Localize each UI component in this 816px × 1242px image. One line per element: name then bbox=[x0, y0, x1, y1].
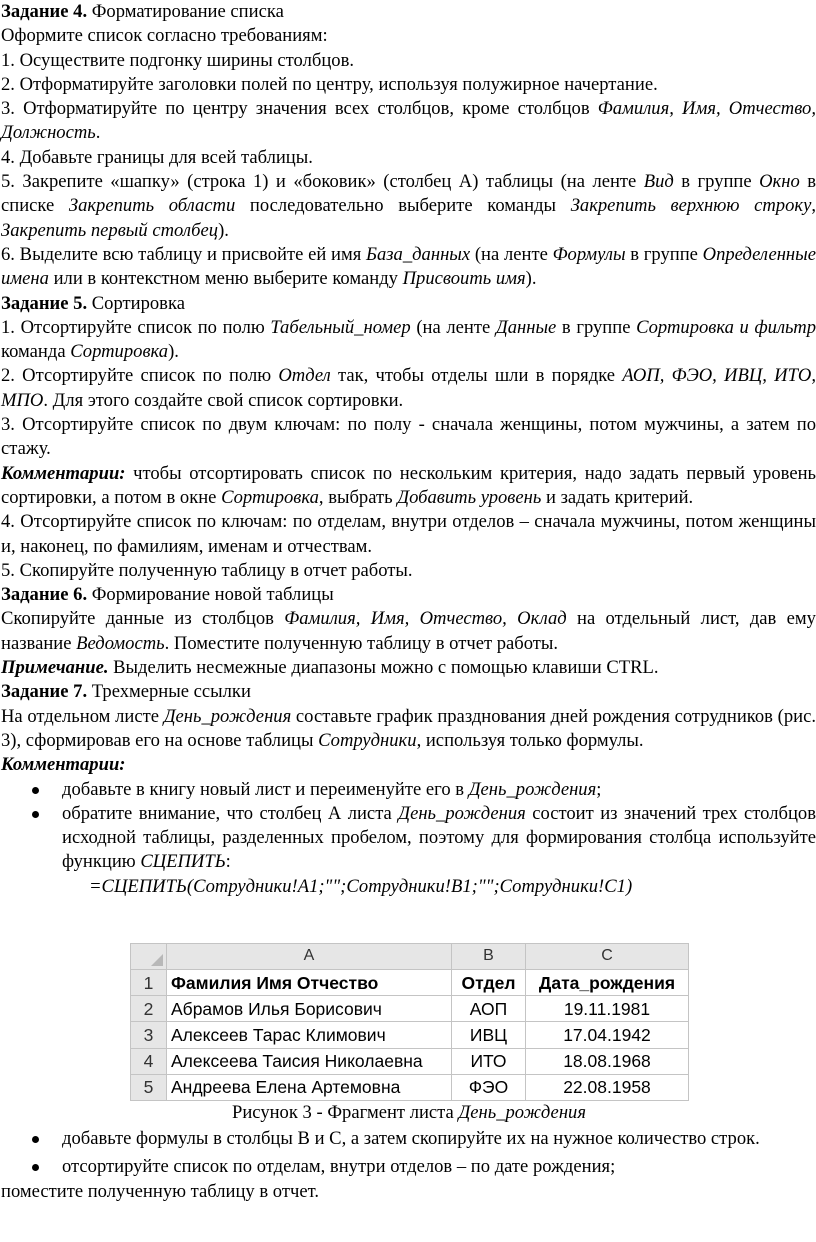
task7-subtitle: Трехмерные ссылки bbox=[87, 681, 251, 703]
task6-subtitle: Формирование новой таблицы bbox=[87, 584, 334, 606]
cell-b4[interactable]: ИТО bbox=[452, 1048, 526, 1074]
text-run: , выбрать bbox=[318, 486, 398, 508]
task7-bullet-1 bbox=[0, 778, 816, 802]
text-run: . bbox=[95, 122, 101, 144]
text-run: Формулы bbox=[552, 243, 626, 265]
task4-item-6 bbox=[0, 243, 816, 292]
task6-text bbox=[0, 607, 816, 656]
task7-bullet-3 bbox=[0, 1127, 816, 1151]
cell-b5[interactable]: ФЭО bbox=[452, 1074, 526, 1100]
note-label: Примечание. bbox=[1, 657, 109, 679]
task7-bullet-2 bbox=[0, 802, 816, 875]
task6-note bbox=[0, 656, 816, 680]
column-header-b[interactable]: B bbox=[452, 944, 526, 970]
text-run: ). bbox=[168, 341, 179, 363]
task5-item-1 bbox=[0, 316, 816, 365]
text-run: Ведомость bbox=[76, 632, 165, 654]
text-run: чтобы отсортировать список по нескольким критерия, надо задать первый уровень сортировки, а потом в окне bbox=[1, 462, 816, 508]
cell-a5[interactable]: Андреева Елена Артемовна bbox=[167, 1074, 452, 1100]
cell-c5[interactable]: 22.08.1958 bbox=[526, 1074, 689, 1100]
after-figure-block bbox=[0, 1127, 816, 1204]
task7-bullet-4 bbox=[0, 1155, 816, 1179]
text-run: последовательно выберите команды bbox=[235, 195, 571, 217]
task5-item-3: 3. Отсортируйте список по двум ключам: по полу - сначала женщины, потом мужчины, а затем по стажу. bbox=[1, 414, 816, 460]
text-run: Закрепить области bbox=[68, 195, 236, 217]
text-run: СЦЕПИТЬ bbox=[140, 851, 226, 873]
text-run: в группе bbox=[625, 243, 703, 265]
text-run: Вид bbox=[643, 171, 674, 193]
text-run: Отдел bbox=[278, 365, 331, 387]
text-run: состоит из значений трех столбцов исходной таблицы, разделенных пробелом, поэтому для формирования столбца используйте функцию bbox=[62, 802, 816, 873]
row-number[interactable]: 3 bbox=[131, 1022, 167, 1048]
table-row bbox=[131, 996, 689, 1022]
task4-item-1: 1. Осуществите подгонку ширины столбцов. bbox=[1, 49, 354, 71]
text-run: Рисунок 3 - Фрагмент листа bbox=[232, 1102, 459, 1123]
text-run: 3. Отформатируйте по центру значения всех столбцов, кроме столбцов bbox=[1, 98, 598, 120]
spreadsheet-fragment bbox=[130, 943, 689, 1101]
text-run: в списке bbox=[1, 171, 816, 217]
task4-item-3 bbox=[0, 97, 816, 146]
bullet-icon bbox=[32, 1164, 39, 1171]
cell-b1[interactable]: Отдел bbox=[452, 970, 526, 996]
bullet-icon bbox=[32, 811, 39, 818]
text-run: Закрепить верхнюю строку bbox=[570, 195, 812, 217]
text-run: Скопируйте данные из столбцов bbox=[1, 608, 285, 630]
table-row bbox=[131, 970, 689, 996]
text-run: Закрепить первый столбец bbox=[1, 219, 219, 241]
text-run: ). bbox=[525, 268, 537, 290]
column-header-row bbox=[131, 944, 689, 970]
text-run: 1. Отсортируйте список по полю bbox=[1, 316, 271, 338]
text-run: Определенные имена bbox=[1, 243, 816, 290]
text-run: отсортируйте список по отделам, внутри отделов – по дате рождения; bbox=[62, 1156, 616, 1178]
text-run: Фамилия, Имя, Отчество, Оклад bbox=[284, 608, 567, 630]
task4-item-4: 4. Добавьте границы для всей таблицы. bbox=[1, 146, 313, 168]
text-run: , используя только формулы. bbox=[416, 729, 644, 751]
text-run: . Для этого создайте свой список сортировки. bbox=[43, 389, 404, 411]
task4-intro: Оформите список согласно требованиям: bbox=[1, 25, 328, 47]
comment-label: Комментарии: bbox=[1, 754, 126, 776]
task5-comment bbox=[0, 462, 816, 511]
bullet-icon bbox=[32, 1136, 39, 1143]
table-row bbox=[131, 1022, 689, 1048]
cell-c1[interactable]: Дата_рождения bbox=[526, 970, 689, 996]
text-run: Добавить уровень bbox=[397, 486, 542, 508]
text-run: . Поместите полученную таблицу в отчет работы. bbox=[164, 632, 559, 654]
task4-title: Задание 4. bbox=[1, 1, 88, 22]
text-run: День_рождения bbox=[468, 778, 597, 800]
text-run: На отдельном листе bbox=[1, 705, 164, 727]
text-run: на отдельный лист, дав ему название bbox=[1, 608, 816, 654]
text-run: (на ленте bbox=[470, 243, 553, 265]
text-run: Сортировка bbox=[221, 486, 319, 508]
text-run: добавьте в книгу новый лист и переименуйте его в bbox=[62, 778, 469, 800]
task7-heading bbox=[0, 680, 816, 704]
task5-item-2 bbox=[0, 364, 816, 413]
text-run: Сотрудники bbox=[318, 729, 417, 751]
text-run: 5. Закрепите «шапку» (строка 1) и «боковик» (столбец А) таблицы (на ленте bbox=[1, 171, 644, 193]
text-run: добавьте формулы в столбцы B и C, а затем скопируйте их на нужное количество строк. bbox=[62, 1128, 760, 1149]
column-header-a[interactable]: A bbox=[167, 944, 452, 970]
text-run: Табельный_номер bbox=[270, 316, 411, 338]
task4-heading bbox=[0, 0, 816, 24]
row-number[interactable]: 5 bbox=[131, 1074, 167, 1100]
cell-a1[interactable]: Фамилия Имя Отчество bbox=[167, 970, 452, 996]
formula-example: =СЦЕПИТЬ(Сотрудники!A1;"";Сотрудники!B1;"";Сотрудники!C1) bbox=[89, 875, 633, 897]
text-run: Сортировка bbox=[70, 341, 169, 363]
text-run: ). bbox=[218, 219, 229, 241]
text-run: Окно bbox=[759, 171, 800, 193]
text-run: Выделить несмежные диапазоны можно с помощью клавиши CTRL. bbox=[108, 657, 659, 679]
text-run: в группе bbox=[556, 316, 637, 338]
task7-comment-label bbox=[0, 753, 816, 777]
task5-subtitle: Сортировка bbox=[87, 292, 185, 314]
task4-subtitle: Форматирование списка bbox=[87, 1, 284, 22]
text-run: День_рождения bbox=[163, 705, 292, 727]
text-run: , bbox=[811, 195, 816, 217]
text-run: 6. Выделите всю таблицу и присвойте ей имя bbox=[1, 243, 367, 265]
cell-b2[interactable]: АОП bbox=[452, 996, 526, 1022]
text-run: команда bbox=[1, 341, 71, 363]
task7-title: Задание 7. bbox=[1, 681, 88, 703]
column-header-c[interactable]: C bbox=[526, 944, 689, 970]
task6-title: Задание 6. bbox=[1, 584, 88, 606]
corner-triangle-icon bbox=[151, 954, 163, 966]
text-run: Сортировка и фильтр bbox=[636, 316, 816, 338]
text-run: так, чтобы отделы шли в порядке bbox=[330, 365, 623, 387]
select-all-corner[interactable] bbox=[131, 944, 167, 970]
text-run: и задать критерий. bbox=[541, 486, 694, 508]
text-run: АОП, ФЭО, ИВЦ, ИТО, МПО bbox=[1, 365, 816, 411]
text-run: (на ленте bbox=[410, 316, 496, 338]
task5-heading bbox=[0, 292, 816, 316]
text-run: День_рождения bbox=[398, 802, 526, 824]
row-number[interactable]: 1 bbox=[131, 970, 167, 996]
figure-caption bbox=[0, 1101, 816, 1125]
text-run: День_рождения bbox=[458, 1102, 586, 1123]
text-run: База_данных bbox=[366, 243, 471, 265]
row-number[interactable]: 4 bbox=[131, 1048, 167, 1074]
cell-c3[interactable]: 17.04.1942 bbox=[526, 1022, 689, 1048]
cell-c4[interactable]: 18.08.1968 bbox=[526, 1048, 689, 1074]
text-run: 2. Отсортируйте список по полю bbox=[1, 365, 279, 387]
text-run: составьте график празднования дней рождения сотрудников (рис. 3), сформировав его на основе таблицы bbox=[1, 705, 816, 751]
cell-a4[interactable]: Алексеева Таисия Николаевна bbox=[167, 1048, 452, 1074]
task5-title: Задание 5. bbox=[1, 292, 88, 314]
table-row bbox=[131, 1074, 689, 1100]
bullet-icon bbox=[32, 787, 39, 794]
text-run: ; bbox=[596, 778, 602, 800]
text-run: в группе bbox=[673, 171, 760, 193]
task7-final: поместите полученную таблицу в отчет. bbox=[1, 1180, 319, 1202]
text-run: или в контекстном меню выберите команду bbox=[48, 268, 403, 290]
text-run: Фамилия, Имя, Отчество, Должность bbox=[1, 98, 816, 144]
cell-a3[interactable]: Алексеев Тарас Климович bbox=[167, 1022, 452, 1048]
cell-b3[interactable]: ИВЦ bbox=[452, 1022, 526, 1048]
task5-item-5: 5. Скопируйте полученную таблицу в отчет работы. bbox=[1, 559, 413, 581]
text-run: : bbox=[225, 851, 231, 873]
text-run: Данные bbox=[495, 316, 557, 338]
comment-label: Комментарии: bbox=[1, 462, 126, 484]
task7-text bbox=[0, 705, 816, 754]
cell-a2[interactable]: Абрамов Илья Борисович bbox=[167, 996, 452, 1022]
text-run: обратите внимание, что столбец А листа bbox=[62, 802, 399, 824]
text-run: Присвоить имя bbox=[402, 268, 526, 290]
task4-item-2: 2. Отформатируйте заголовки полей по центру, используя полужирное начертание. bbox=[1, 73, 658, 95]
task4-item-5 bbox=[0, 170, 816, 243]
row-number[interactable]: 2 bbox=[131, 996, 167, 1022]
table-row bbox=[131, 1048, 689, 1074]
task6-heading bbox=[0, 583, 816, 607]
task5-item-4: 4. Отсортируйте список по ключам: по отделам, внутри отделов – сначала мужчины, потом женщины и, наконец, по фамилиям, именам и отчествам. bbox=[1, 511, 816, 557]
cell-c2[interactable]: 19.11.1981 bbox=[526, 996, 689, 1022]
